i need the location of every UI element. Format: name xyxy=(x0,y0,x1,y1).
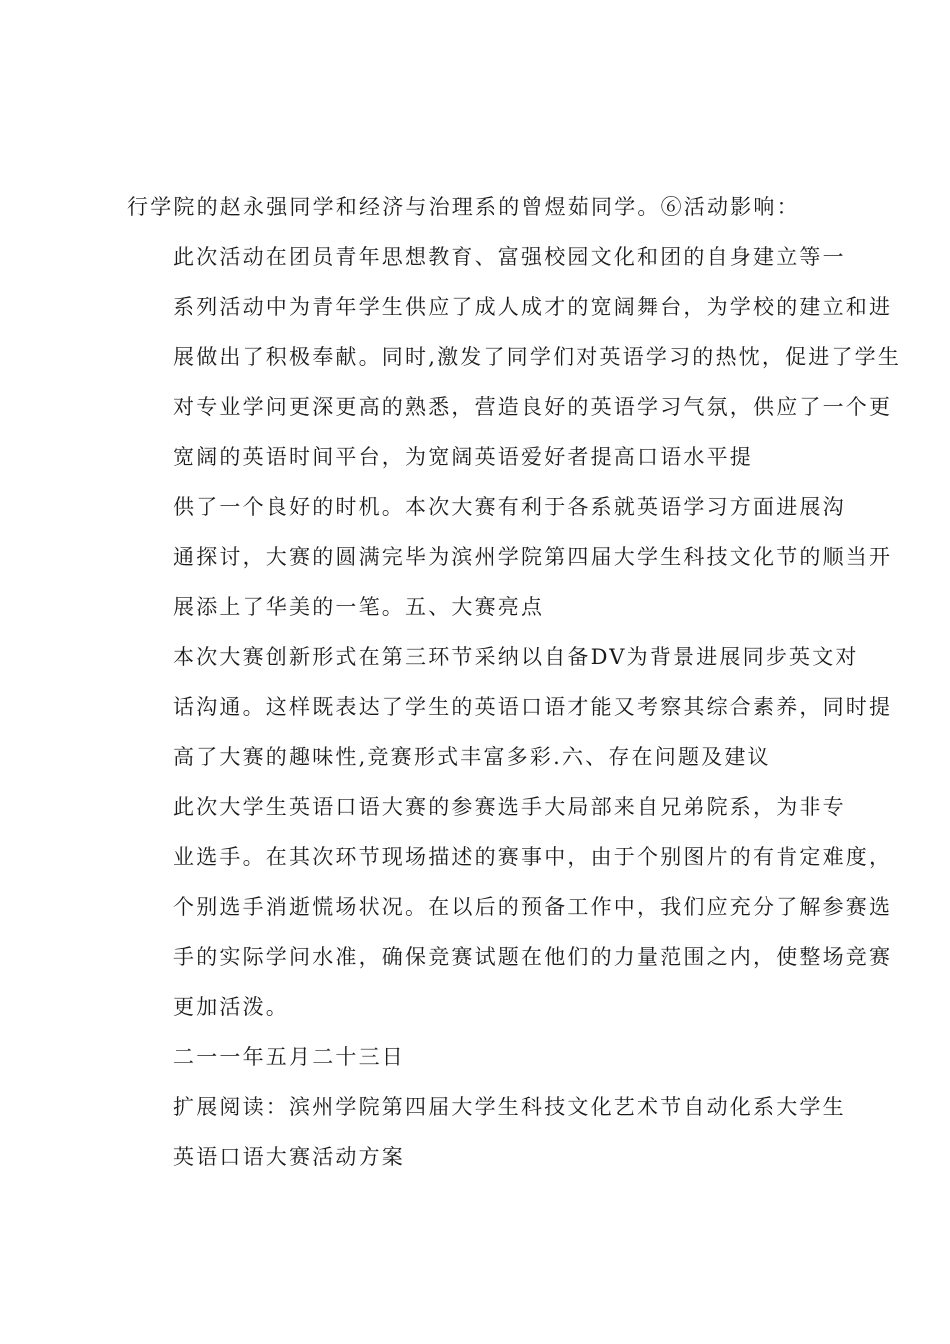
text-line: 此次活动在团员青年思想教育、富强校园文化和团的自身建立等一 xyxy=(173,245,846,269)
text-line: 手的实际学问水准，确保竞赛试题在他们的力量范围之内，使整场竞赛 xyxy=(173,945,893,969)
text-line: 对专业学问更深更高的熟悉，营造良好的英语学习气氛，供应了一个更 xyxy=(173,395,893,419)
text-line: 高了大赛的趣味性,竞赛形式丰富多彩.六、存在问题及建议 xyxy=(173,745,771,769)
document-page xyxy=(127,182,902,1182)
paragraph-continuation xyxy=(127,182,831,232)
paragraph-activity-impact xyxy=(127,232,902,482)
text-line: 行学院的赵永强同学和经济与治理系的曾煜茹同学。⑥活动影响： xyxy=(127,195,800,219)
text-line: 展添上了华美的一笔。五、大赛亮点 xyxy=(173,595,545,619)
text-line: 宽阔的英语时间平台，为宽阔英语爱好者提高口语水平提 xyxy=(173,445,753,469)
paragraph-date xyxy=(127,1032,831,1082)
text-line: 此次大学生英语口语大赛的参赛选手大局部来自兄弟院系，为非专 xyxy=(173,795,846,819)
text-line: 业选手。在其次环节现场描述的赛事中，由于个别图片的有肯定难度， xyxy=(173,845,893,869)
text-line: 英语口语大赛活动方案 xyxy=(173,1145,405,1169)
text-line: 供了一个良好的时机。本次大赛有利于各系就英语学习方面进展沟 xyxy=(173,495,846,519)
date-line: 二一一年五月二十三日 xyxy=(173,1045,405,1069)
paragraph-extended-reading xyxy=(127,1082,846,1182)
text-line: 话沟通。这样既表达了学生的英语口语才能又考察其综合素养，同时提 xyxy=(173,695,893,719)
paragraph-opportunity xyxy=(127,482,893,632)
text-line: 扩展阅读：滨州学院第四届大学生科技文化艺术节自动化系大学生 xyxy=(173,1095,846,1119)
text-line: 通探讨，大赛的圆满完毕为滨州学院第四届大学生科技文化节的顺当开 xyxy=(173,545,893,569)
paragraph-problems xyxy=(127,782,893,1032)
text-line: 展做出了积极奉献。同时,激发了同学们对英语学习的热忱，促进了学生 xyxy=(173,345,902,369)
text-line: 个别选手消逝慌场状况。在以后的预备工作中，我们应充分了解参赛选 xyxy=(173,895,893,919)
text-line: 更加活泼。 xyxy=(173,995,289,1019)
text-line: 本次大赛创新形式在第三环节采纳以自备DV为背景进展同步英文对 xyxy=(173,645,859,669)
text-line: 系列活动中为青年学生供应了成人成才的宽阔舞台，为学校的建立和进 xyxy=(173,295,893,319)
paragraph-highlights xyxy=(127,632,893,782)
